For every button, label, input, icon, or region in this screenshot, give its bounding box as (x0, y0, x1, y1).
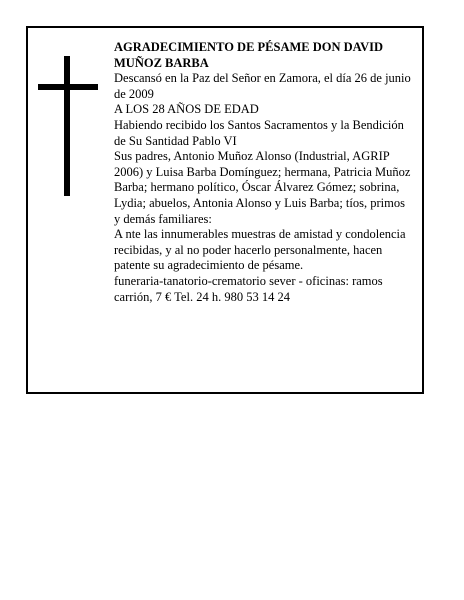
notice-title: AGRADECIMIENTO DE PÉSAME DON DAVID MUÑOZ BARBA (114, 40, 384, 70)
thanks-paragraph: A nte las innumerables muestras de amistad y condolencia recibidas, y al no poder hacerlo personalmente, hacen patente su agradecimiento de pésame. (114, 227, 406, 273)
notice-text-block (114, 40, 414, 305)
funeral-home-line: funeraria-tanatorio-crematorio sever - oficinas: ramos carrión, 7 € Tel. 24 h. 980 53 14 24 (114, 273, 383, 304)
cross-vertical-bar (64, 56, 70, 196)
cross-horizontal-bar (38, 84, 98, 90)
rested-line: Descansó en la Paz del Señor en Zamora, el día 26 de junio de 2009 (114, 71, 411, 101)
age-line: A LOS 28 AÑOS DE EDAD (114, 102, 259, 117)
family-paragraph: Sus padres, Antonio Muñoz Alonso (Industrial, AGRIP 2006) y Luisa Barba Domínguez; hermana, Patricia Muñoz Barba; hermano político, Óscar Álvarez Gómez; sobrina, Lydia; abuelos, Antonia Alonso y Luis Barba; tíos, primos y demás familiares: (114, 149, 411, 226)
sacraments-line: Habiendo recibido los Santos Sacramentos y la Bendición de Su Santidad Pablo VI (114, 117, 404, 148)
